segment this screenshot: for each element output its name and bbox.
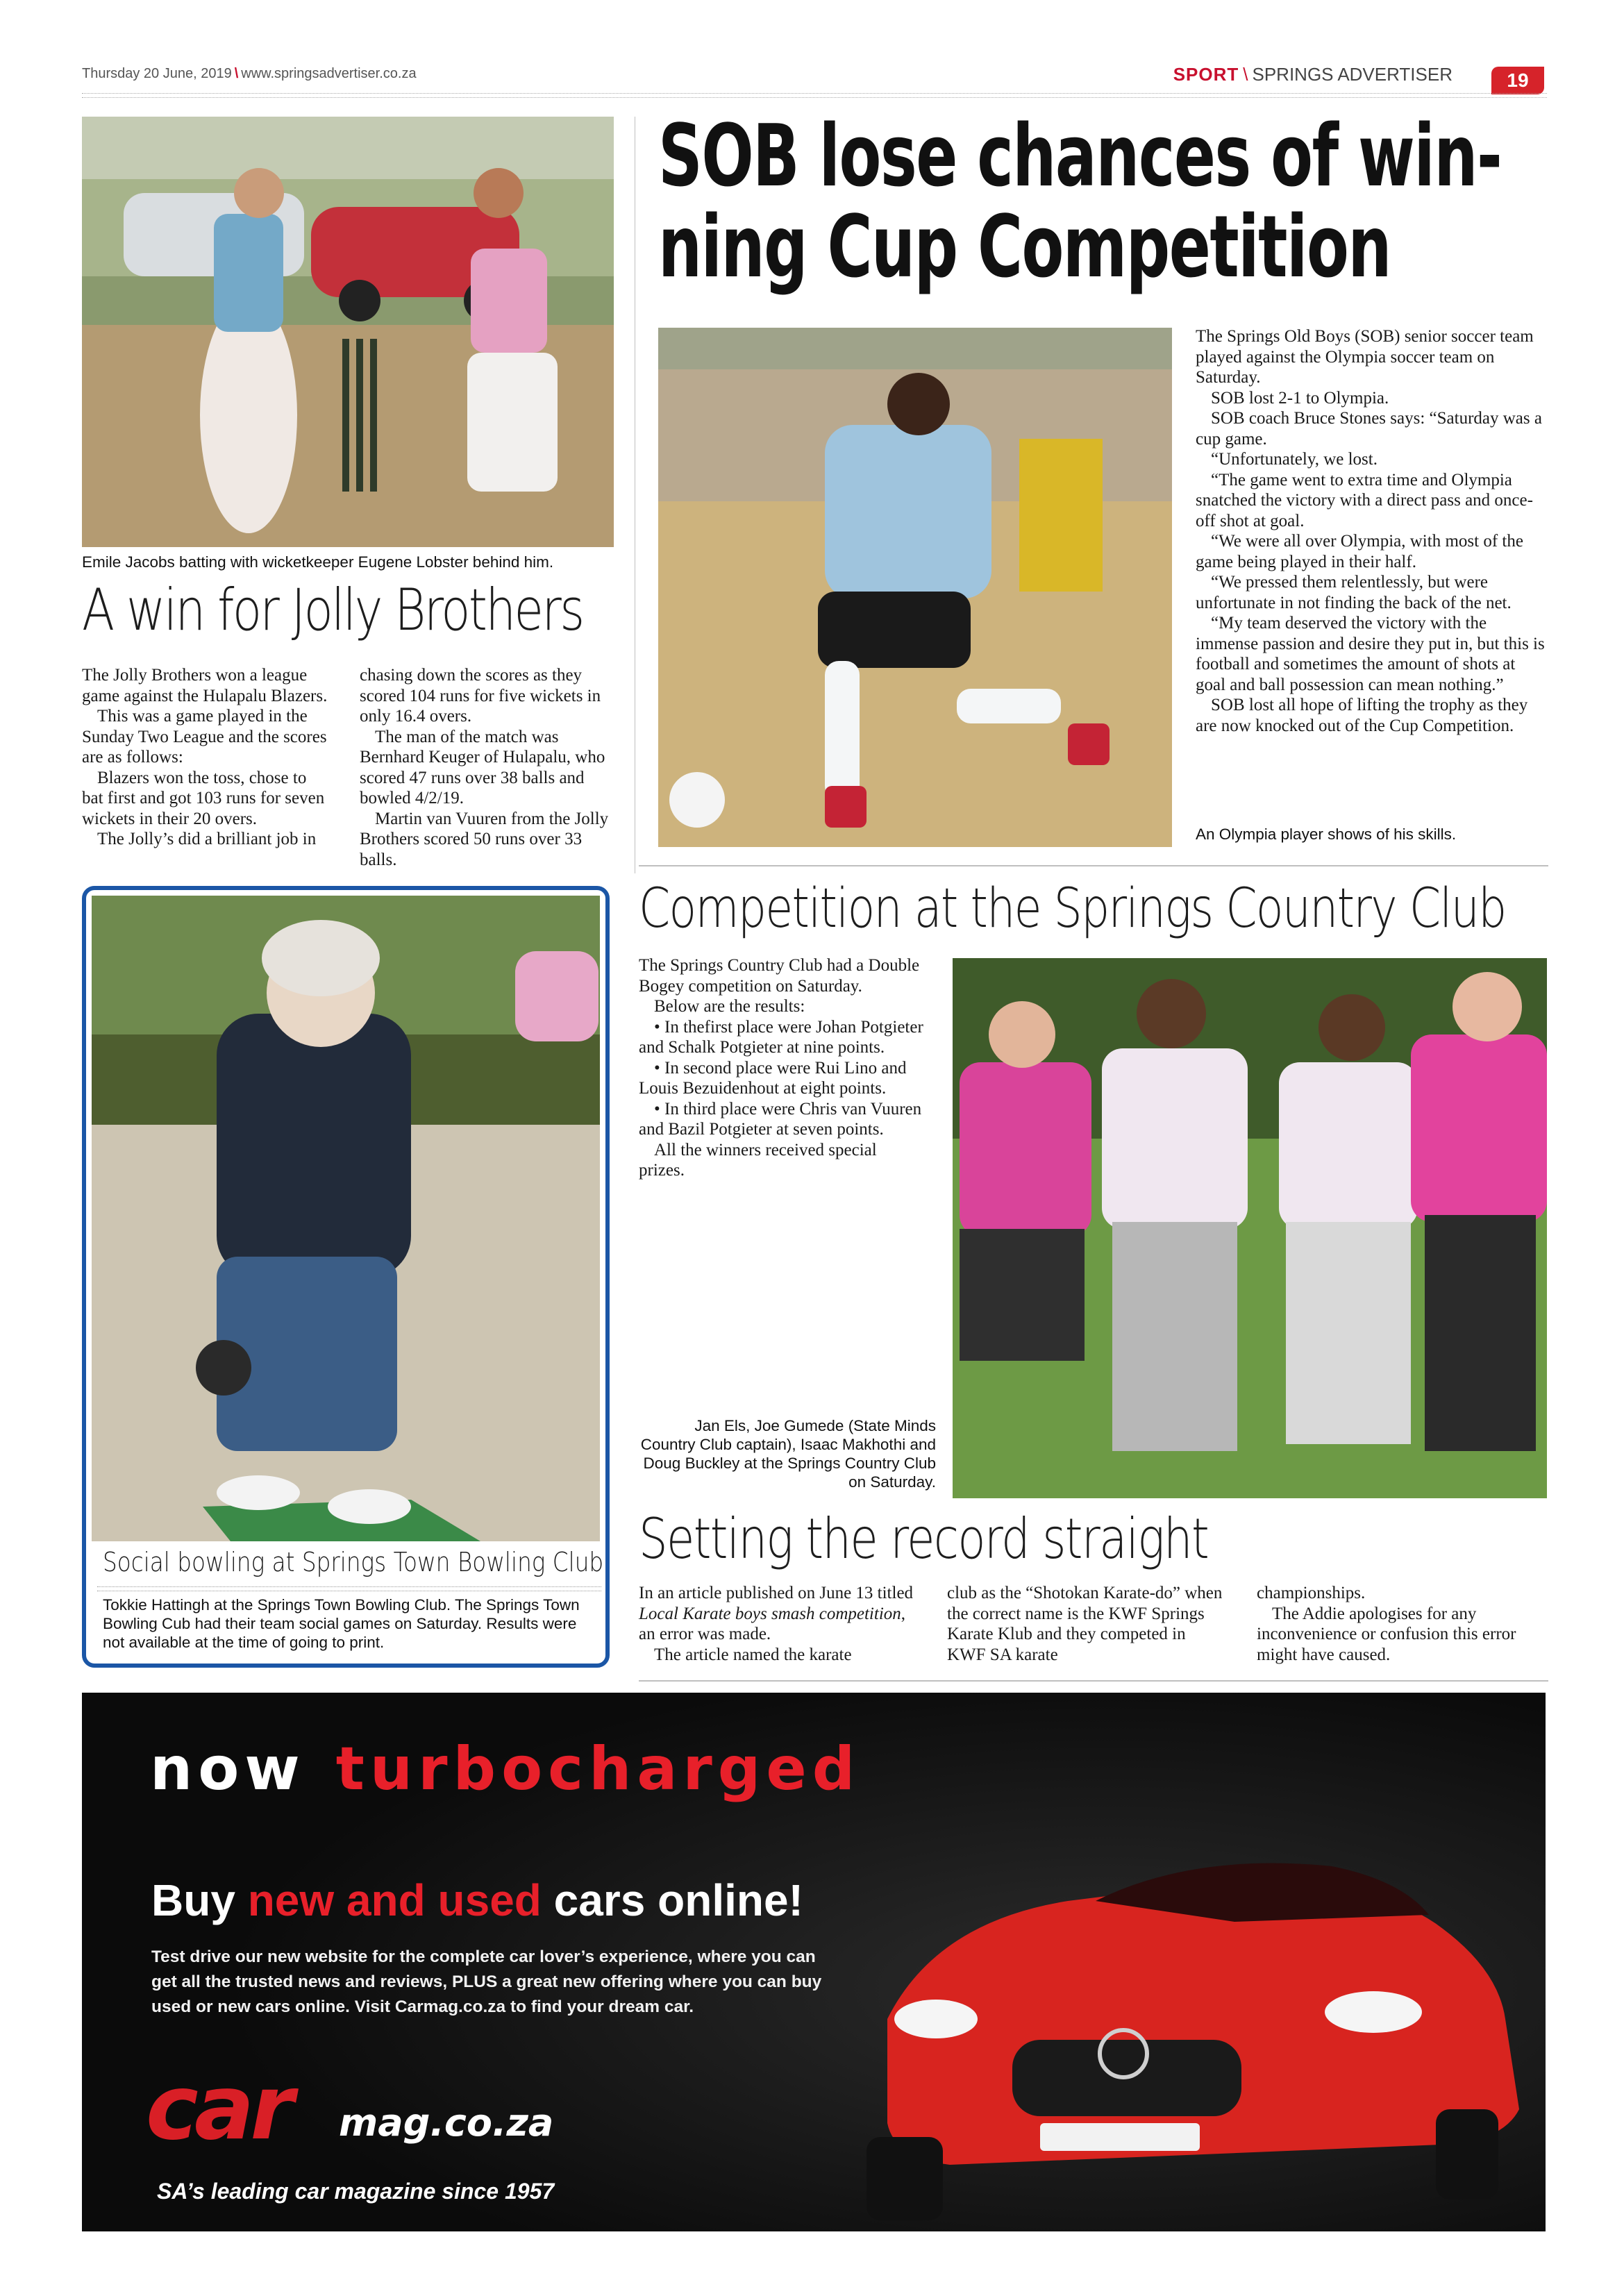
ad-headline bbox=[150, 1734, 860, 1804]
jolly-col1-p1: The Jolly Brothers won a league game against the Hulapalu Blazers. bbox=[82, 666, 328, 705]
record-col3-p1: championships. bbox=[1257, 1584, 1366, 1602]
page-number-badge: 19 bbox=[1491, 67, 1544, 94]
golf-article-body bbox=[639, 955, 926, 1181]
carmag-logo-car: car bbox=[146, 2056, 290, 2160]
sob-bottom-rule bbox=[639, 865, 1548, 866]
soccer-caption: An Olympia player shows of his skills. bbox=[1196, 826, 1457, 843]
publication-name: SPRINGS ADVERTISER bbox=[1252, 64, 1453, 85]
record-col1-p1 bbox=[639, 1583, 916, 1645]
page-header-dateline: Thursday 20 June, 2019 \ www.springsadvertiser.co.za bbox=[82, 66, 417, 81]
carmag-advert[interactable] bbox=[82, 1693, 1546, 2231]
soccer-photo bbox=[658, 328, 1172, 847]
section-label: SPORT bbox=[1173, 64, 1239, 85]
jolly-col2-p3: Martin van Vuuren from the Jolly Brothers scored 50 runs over 33 balls. bbox=[360, 809, 609, 869]
jolly-col2-p1: chasing down the scores as they scored 104 runs for five wickets in only 16.4 overs. bbox=[360, 666, 601, 726]
website-link[interactable]: www.springsadvertiser.co.za bbox=[241, 66, 417, 81]
golf-p1: The Springs Country Club had a Double Bogey competition on Saturday. bbox=[639, 956, 920, 996]
record-column-3 bbox=[1257, 1583, 1547, 1665]
sob-p6: “We were all over Olympia, with most of the game being played in their half. bbox=[1196, 532, 1523, 571]
golf-photo bbox=[953, 958, 1547, 1498]
page-header-section: SPORT \ SPRINGS ADVERTISER bbox=[1173, 64, 1453, 85]
ad-body-copy: Test drive our new website for the complete car lover’s experience, where you can get all the trusted news and reviews, PLUS a great new offering where you can buy used or new cars online. Visit Carmag.co.za to find your dream car. bbox=[151, 1947, 822, 2016]
sob-p4: “Unfortunately, we lost. bbox=[1211, 450, 1378, 469]
golf-p3: • In thefirst place were Johan Potgieter and Schalk Potgieter at nine points. bbox=[639, 1017, 923, 1057]
golf-p4: • In second place were Rui Lino and Louis Bezuidenhout at eight points. bbox=[639, 1058, 907, 1098]
sob-p8: “My team deserved the victory with the immense passion and desire they put in, but this is football and sometimes the amount of shots at goal and ball possession can mean nothing.” bbox=[1196, 614, 1545, 694]
record-headline: Setting the record straight bbox=[639, 1507, 1209, 1571]
jolly-headline: A win for Jolly Brothers bbox=[82, 576, 583, 644]
record-article-title: Local Karate boys smash competition bbox=[639, 1604, 901, 1623]
record-col3-p2: The Addie apologises for any inconvenience or confusion this error might have caused. bbox=[1257, 1604, 1516, 1664]
golf-p2: Below are the results: bbox=[654, 997, 805, 1016]
bowling-caption: Tokkie Hattingh at the Springs Town Bowling Club. The Springs Town Bowling Cub had their team social games on Saturday. Results were not available at the time of going to print. bbox=[103, 1596, 580, 1651]
jolly-col1-p2: This was a game played in the Sunday Two League and the scores are as follows: bbox=[82, 707, 327, 766]
record-col2-p1: club as the “Shotokan Karate-do” when the correct name is the KWF Springs Karate Klub and they competed in KWF SA karate bbox=[947, 1584, 1223, 1664]
ad-headline-now: now bbox=[150, 1734, 305, 1804]
jolly-col2-p2: The man of the match was Bernhard Keuger of Hulapalu, who scored 47 runs over 38 balls and bowled 4/2/19. bbox=[360, 727, 605, 807]
cricket-photo bbox=[82, 117, 614, 547]
sob-p7: “We pressed them relentlessly, but were unfortunate in not finding the back of the net. bbox=[1196, 573, 1512, 612]
jolly-col1-p3: Blazers won the toss, chose to bat first and got 103 runs for seven wickets in their 20 overs. bbox=[82, 768, 325, 828]
jolly-column-1 bbox=[82, 665, 332, 850]
bowling-headline: Social bowling at Springs Town Bowling Club bbox=[103, 1547, 604, 1577]
sob-p5: “The game went to extra time and Olympia snatched the victory with a direct pass and once-off shot at goal. bbox=[1196, 470, 1533, 530]
bowling-photo bbox=[92, 896, 600, 1541]
sob-article-body bbox=[1196, 326, 1547, 736]
golf-caption: Jan Els, Joe Gumede (State Minds Country Club captain), Isaac Makhothi and Doug Buckley at the Springs Country Club on Saturday. bbox=[640, 1417, 936, 1491]
record-col1-suffix: , an error was made. bbox=[639, 1604, 906, 1643]
golf-p5: • In third place were Chris van Vuuren and Bazil Potgieter at seven points. bbox=[639, 1099, 922, 1139]
issue-date: Thursday 20 June, 2019 bbox=[82, 66, 232, 81]
record-bottom-rule bbox=[639, 1680, 1548, 1682]
golf-p6: All the winners received special prizes. bbox=[639, 1140, 877, 1180]
ad-buy-suffix: cars online! bbox=[541, 1875, 803, 1925]
ad-tagline: SA’s leading car magazine since 1957 bbox=[157, 2179, 555, 2204]
ad-buy-line bbox=[151, 1875, 803, 1926]
golf-headline: Competition at the Springs Country Club bbox=[639, 878, 1506, 940]
record-column-2 bbox=[947, 1583, 1226, 1665]
cricket-caption: Emile Jacobs batting with wicketkeeper Eugene Lobster behind him. bbox=[82, 553, 554, 571]
jolly-column-2 bbox=[360, 665, 618, 870]
ad-buy-highlight: new and used bbox=[247, 1875, 542, 1925]
sob-headline bbox=[658, 107, 1502, 297]
bowling-headline-rule bbox=[97, 1586, 601, 1591]
ad-headline-turbocharged: turbocharged bbox=[335, 1734, 861, 1804]
ad-buy-prefix: Buy bbox=[151, 1875, 248, 1925]
sob-p2: SOB lost 2-1 to Olympia. bbox=[1211, 388, 1389, 408]
header-divider bbox=[82, 93, 1547, 98]
sob-p9: SOB lost all hope of lifting the trophy as they are now knocked out of the Cup Competition. bbox=[1196, 696, 1528, 735]
sob-p3: SOB coach Bruce Stones says: “Saturday was a cup game. bbox=[1196, 409, 1542, 449]
record-column-1 bbox=[639, 1583, 916, 1665]
sob-p1: The Springs Old Boys (SOB) senior soccer team played against the Olympia soccer team on Saturday. bbox=[1196, 327, 1534, 387]
record-col1-prefix: In an article published on June 13 titled bbox=[639, 1584, 914, 1602]
jolly-col1-p4: The Jolly’s did a brilliant job in bbox=[97, 830, 317, 848]
carmag-logo-domain: mag.co.za bbox=[339, 2101, 554, 2145]
sob-headline-line-2: ning Cup Competition bbox=[658, 198, 1391, 297]
record-col1-p2: The article named the karate bbox=[654, 1645, 852, 1664]
sob-headline-line-1: SOB lose chances of win- bbox=[658, 107, 1502, 206]
